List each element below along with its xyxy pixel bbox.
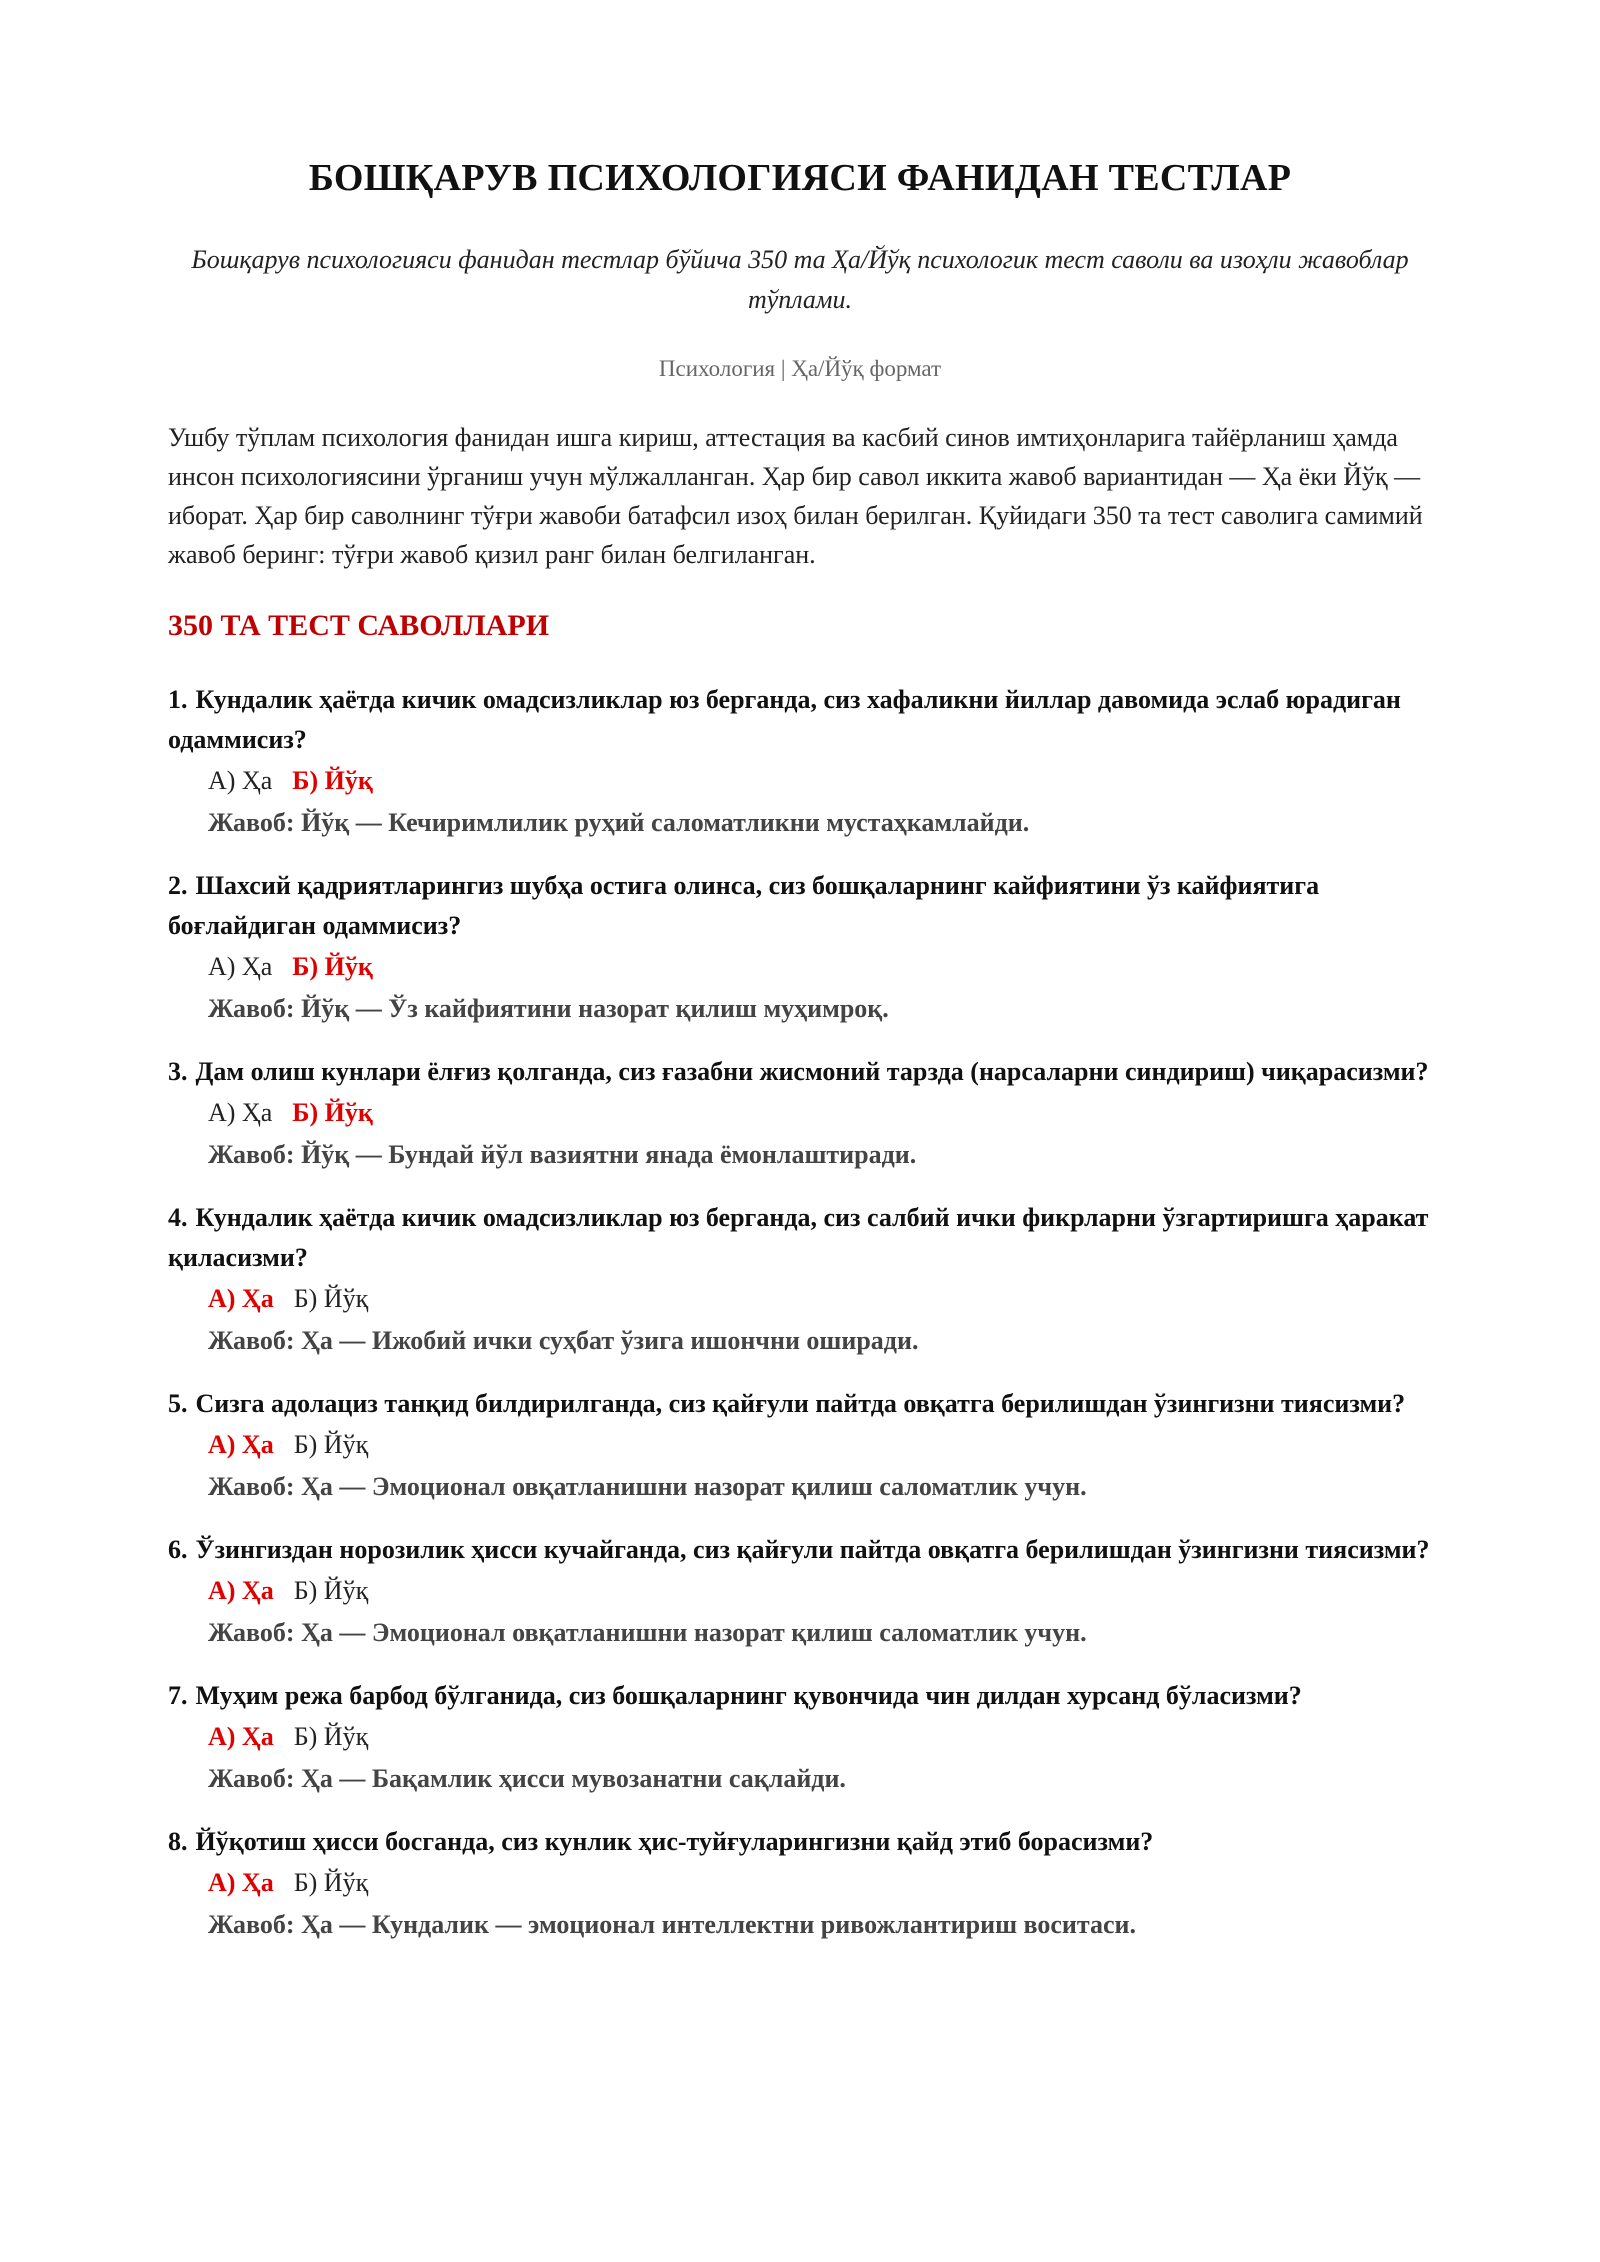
question-item [168, 1384, 1432, 1508]
document-title: БОШҚАРУВ ПСИХОЛОГИЯСИ ФАНИДАН ТЕСТЛАР [308, 157, 1292, 199]
question-text [168, 866, 1432, 946]
answer-explanation: Жавоб: Ҳа — Ижобий ички суҳбат ўзига ишончни оширади. [208, 1326, 919, 1355]
question-number: 6. [168, 1535, 188, 1564]
intro-paragraph: Ушбу тўплам психология фанидан ишга кириш, аттестация ва касбий синов имтиҳонларига тайёрланиш ҳамда инсон психологиясини ўрганиш учун мўлжалланган. Ҳар бир савол иккита жавоб вариантидан — Ҳа ёки Йўқ — иборат. Ҳар бир саволнинг тўғри жавоби батафсил изоҳ билан берилган. Қуйидаги 350 та тест саволига самимий жавоб беринг: тўғри жавоб қизил ранг билан белгиланган. [168, 423, 1423, 569]
answer-explanation: Жавоб: Йўқ — Бундай йўл вазиятни янада ёмонлаштиради. [208, 1140, 917, 1169]
option-a[interactable]: А) Ҳа [208, 1576, 274, 1605]
question-text [168, 1676, 1432, 1716]
option-b[interactable]: Б) Йўқ [293, 1284, 369, 1313]
question-item [168, 1198, 1432, 1362]
option-b[interactable]: Б) Йўқ [292, 766, 373, 795]
answer-options [168, 760, 1432, 802]
answer-explanation: Жавоб: Ҳа — Бақамлик ҳисси мувозанатни сақлайди. [208, 1764, 846, 1793]
answer-explanation: Жавоб: Ҳа — Эмоционал овқатланишни назорат қилиш саломатлик учун. [208, 1472, 1087, 1501]
option-b[interactable]: Б) Йўқ [293, 1430, 369, 1459]
question-number: 8. [168, 1827, 188, 1856]
answer-options [168, 1862, 1432, 1904]
option-a[interactable]: А) Ҳа [208, 1430, 274, 1459]
option-a[interactable]: А) Ҳа [208, 1868, 274, 1897]
option-b[interactable]: Б) Йўқ [292, 1098, 373, 1127]
question-body: Ўзингиздан норозилик ҳисси кучайганда, сиз қайғули пайтда овқатга берилишдан ўзингизни тиясизми? [195, 1535, 1430, 1564]
question-number: 7. [168, 1681, 188, 1710]
option-a[interactable]: А) Ҳа [208, 952, 273, 981]
question-number: 3. [168, 1057, 188, 1086]
answer-explanation: Жавоб: Йўқ — Кечиримлилик руҳий саломатликни мустаҳкамлайди. [208, 808, 1030, 837]
option-b[interactable]: Б) Йўқ [293, 1576, 369, 1605]
option-a[interactable]: А) Ҳа [208, 1098, 273, 1127]
question-text [168, 1384, 1432, 1424]
question-body: Кундалик ҳаётда кичик омадсизликлар юз берганда, сиз хафаликни йиллар давомида эслаб юрадиган одаммисиз? [168, 685, 1401, 754]
question-number: 2. [168, 871, 188, 900]
option-b[interactable]: Б) Йўқ [293, 1868, 369, 1897]
option-a[interactable]: А) Ҳа [208, 1722, 274, 1751]
answer-explanation: Жавоб: Йўқ — Ўз кайфиятини назорат қилиш муҳимроқ. [208, 994, 889, 1023]
question-body: Шахсий қадриятларингиз шубҳа остига олинса, сиз бошқаларнинг кайфиятини ўз кайфиятига боғлайдиган одаммисиз? [168, 871, 1320, 940]
question-text [168, 1822, 1432, 1862]
answer-options [168, 1092, 1432, 1134]
question-item [168, 1822, 1432, 1946]
question-list [168, 680, 1432, 1946]
question-number: 5. [168, 1389, 188, 1418]
answer-options [168, 946, 1432, 988]
question-item [168, 1676, 1432, 1800]
question-item [168, 1052, 1432, 1176]
question-text [168, 680, 1432, 760]
question-number: 1. [168, 685, 188, 714]
answer-options [168, 1278, 1432, 1320]
answer-explanation: Жавоб: Ҳа — Кундалик — эмоционал интеллектни ривожлантириш воситаси. [208, 1910, 1137, 1939]
question-number: 4. [168, 1203, 188, 1232]
question-text [168, 1198, 1432, 1278]
question-text [168, 1530, 1432, 1570]
answer-options [168, 1716, 1432, 1758]
section-title: 350 ТА ТЕСТ САВОЛЛАРИ [168, 609, 550, 642]
answer-explanation: Жавоб: Ҳа — Эмоционал овқатланишни назорат қилиш саломатлик учун. [208, 1618, 1087, 1647]
question-item [168, 680, 1432, 844]
question-body: Сизга адолациз танқид билдирилганда, сиз қайғули пайтда овқатга берилишдан ўзингизни тиясизми? [195, 1389, 1406, 1418]
question-item [168, 1530, 1432, 1654]
question-item [168, 866, 1432, 1030]
question-body: Кундалик ҳаётда кичик омадсизликлар юз берганда, сиз салбий ички фикрларни ўзгартиришга ҳаракат қиласизми? [168, 1203, 1429, 1272]
option-a[interactable]: А) Ҳа [208, 766, 273, 795]
document-page [168, 0, 1432, 1968]
question-body: Йўқотиш ҳисси босганда, сиз кунлик ҳис-туйғуларингизни қайд этиб борасизми? [195, 1827, 1154, 1856]
document-subtitle: Бошқарув психологияси фанидан тестлар бўйича 350 та Ҳа/Йўқ психологик тест саволи ва изоҳли жавоблар тўплами. [191, 245, 1409, 314]
option-b[interactable]: Б) Йўқ [293, 1722, 369, 1751]
question-body: Дам олиш кунлари ёлғиз қолганда, сиз ғазабни жисмоний тарзда (нарсаларни синдириш) чиқарасизми? [195, 1057, 1429, 1086]
answer-options [168, 1570, 1432, 1612]
option-a[interactable]: А) Ҳа [208, 1284, 274, 1313]
question-body: Муҳим режа барбод бўлганида, сиз бошқаларнинг қувончида чин дилдан хурсанд бўласизми? [195, 1681, 1302, 1710]
answer-options [168, 1424, 1432, 1466]
option-b[interactable]: Б) Йўқ [292, 952, 373, 981]
document-meta: Психология | Ҳа/Йўқ формат [658, 356, 942, 381]
question-text [168, 1052, 1432, 1092]
